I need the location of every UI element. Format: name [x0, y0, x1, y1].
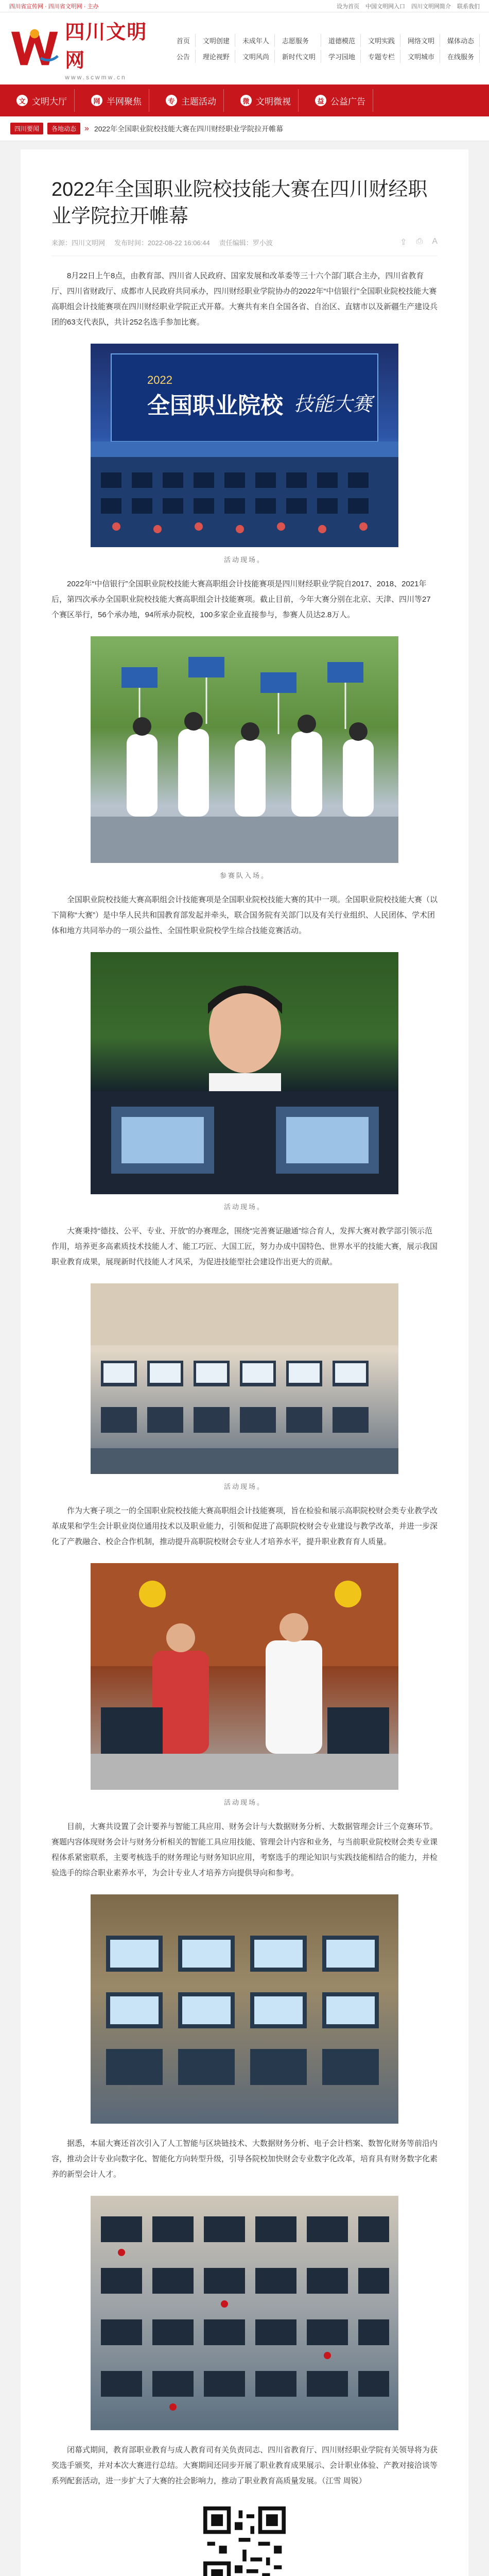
article-paragraph: 闭幕式期间，教育部职业教育与成人教育司有关负责同志、四川省教育厅、四川财经职业学院有关领导将为获奖选手颁奖，并对本次大赛进行总结。大赛期间还同步开展了职业教育成果展示、会计职业体验、产教对接洽谈等系列配套活动，进一步扩大了大赛的社会影响力，推动了职业教育高质量发展。（江雪 周锐） [51, 2446, 438, 2485]
nav-item[interactable]: 文明城市 [408, 50, 440, 63]
photo-caption: 活动现场。 [223, 1799, 265, 1806]
nav-item[interactable]: 理论视野 [203, 50, 235, 63]
nav-item[interactable]: 媒体动态 [447, 34, 480, 47]
nav-item[interactable]: 网络文明 [408, 34, 440, 47]
site-header [0, 12, 489, 84]
breadcrumb-separator: » [84, 124, 89, 133]
photo-caption: 活动现场。 [223, 1483, 265, 1490]
focus-icon: 网 [91, 95, 102, 106]
top-strip-links [337, 2, 480, 10]
article-meta [51, 237, 438, 256]
qr-section [51, 2506, 438, 2576]
nav-item[interactable]: 文明实践 [368, 34, 400, 47]
site-logo[interactable] [9, 16, 166, 81]
print-icon[interactable]: ⎙ [416, 237, 423, 246]
article-editor: 责任编辑：罗小波 [219, 239, 273, 247]
photo-caption: 参赛队入场。 [219, 872, 269, 879]
top-link[interactable]: 中国文明网入口 [365, 3, 405, 10]
channel-item-video[interactable] [233, 89, 299, 112]
article-paragraph: 目前，大赛共设置了会计要养与智能工具应用、财务会计与大数据财务分析、大数据管理会计三个竞赛环节。赛题内容体现财务会计与财务分析相关的智能工具应用技能、管理会计内容和业务，与当前职业院校财会类专业课程体系紧密联系，主要考核选手的财务理论与财务知识应用，考察选手的理论知识与实践技能相结合的能力，并检验选手的综合职业素养水平，为会计专业人才培养方向提供导向和参考。 [51, 1822, 438, 1877]
article-paragraph: 作为大赛子项之一的全国职业院校技能大赛高职组会计技能赛项，旨在检验和展示高职院校财会类专业教学改革成果和学生会计职业岗位通用技术以及职业能力，引领和促进了高职院校财会专业建设与教学改革，并进一步深化了产教融合、校企合作机制，推动提升高职院校财会专业人才培养水平，提升职业教育育人质量。 [51, 1506, 438, 1546]
top-link[interactable]: 联系我们 [457, 3, 480, 10]
channel-item-focus[interactable] [84, 89, 149, 112]
video-icon: 微 [240, 95, 252, 106]
article-photo-teams [91, 636, 398, 863]
qr-code-icon [203, 2506, 286, 2576]
article-photo-contestant [91, 952, 398, 1194]
article-paragraph: 全国职业院校技能大赛高职组会计技能赛项是全国职业院校技能大赛的其中一项。全国职业院校技能大赛（以下简称“大赛”）是中华人民共和国教育部发起并牵头，联合国务院有关部门以及有关行业组织、人民团体、学术团体和地方共同举办的一项公益性、全国性职业院校学生综合技能竞赛活动。 [51, 895, 438, 935]
banner-script-text: 技能大赛 [294, 393, 373, 415]
activity-icon: 专 [166, 95, 177, 106]
article [21, 149, 468, 2576]
breadcrumb-current: 2022年全国职业院校技能大赛在四川财经职业学院拉开帷幕 [94, 124, 284, 133]
breadcrumb-category[interactable]: 四川要闻 [10, 123, 43, 134]
top-link[interactable]: 四川文明网简介 [411, 3, 451, 10]
logo-w-icon [9, 27, 60, 70]
photo-caption: 活动现场。 [223, 556, 265, 564]
font-size-icon[interactable]: A [432, 237, 438, 246]
nav-item[interactable]: 志愿服务 [282, 34, 321, 47]
article-photo-overhead [91, 2196, 398, 2430]
top-strip [0, 0, 489, 12]
share-icon[interactable]: ⇪ [400, 238, 407, 247]
channel-menu [0, 84, 489, 116]
channel-item-hall[interactable] [9, 89, 75, 112]
article-photo-judges [91, 1563, 398, 1790]
channel-label: 主题活动 [181, 96, 216, 107]
nav-item[interactable]: 学习园地 [328, 50, 361, 63]
article-photo-rows [91, 1894, 398, 2124]
top-strip-sponsor: 四川省宣传网 · 四川省文明网 · 主办 [9, 3, 99, 10]
nav-item[interactable]: 未成年人 [242, 34, 275, 47]
article-paragraph: 8月22日上午8点，由教育部、四川省人民政府、国家发展和改革委等三十六个部门联合主办，四川省教育厅、四川省财政厅、成都市人民政府共同承办，四川财经职业学院协办的2022年“中信银行”全国职业院校技能大赛高职组会计技能赛项在四川财经职业学院正式开幕。大赛共有来自全国各省、自治区、直辖市以及新疆生产建设兵团的63支代表队，共计252名选手参加比赛。 [51, 272, 438, 327]
channel-label: 文明微视 [256, 96, 291, 107]
nav-item[interactable]: 首页 [177, 34, 196, 47]
article-paragraph: 大赛秉持“德技、公平、专业、开放”的办赛理念，围绕“完善赛证融通”综合育人，发挥大赛对教学部引领示范作用，培养更多高素质技术技能人才、能工巧匠、大国工匠，努力办成中国特色、世界水平的技能大赛，展示我国职业教育成果，展现新时代技能人才风采，为促进技能型社会建设作出更大的贡献。 [51, 1227, 438, 1266]
channel-label: 文明大厅 [32, 96, 67, 107]
nav-item[interactable]: 公告 [177, 50, 196, 63]
top-link[interactable]: 设为首页 [337, 3, 359, 10]
hall-icon: 文 [16, 95, 28, 106]
nav-item[interactable]: 道德模范 [328, 34, 361, 47]
article-photo-stage [91, 344, 398, 547]
article-photo-hall [91, 1283, 398, 1474]
breadcrumb [0, 116, 489, 141]
nav-item[interactable]: 文明创建 [203, 34, 235, 47]
article-date: 发布时间：2022-08-22 16:06:44 [114, 239, 210, 247]
article-source: 来源：四川文明网 [51, 239, 106, 247]
banner-year: 2022 [147, 374, 172, 386]
article-title: 2022年全国职业院校技能大赛在四川财经职业学院拉开帷幕 [51, 179, 428, 227]
breadcrumb-subcategory[interactable]: 各地动态 [47, 123, 80, 134]
nav-item[interactable]: 专题专栏 [368, 50, 400, 63]
channel-label: 公益广告 [330, 96, 365, 107]
nav-item[interactable]: 新时代文明 [282, 50, 321, 63]
channel-label: 半网聚焦 [107, 96, 142, 107]
article-paragraph: 2022年“中信银行”全国职业院校技能大赛高职组会计技能赛项是四川财经职业学院自2017、2018、2021年后，第四次承办全国职业院校技能大赛高职组会计技能赛项。截止目前，今年大赛分别在北京、天津、四川等27个赛区举行，56个承办地，94所承办院校，100多家企业直接参与，参赛人员达2.8万人。 [51, 580, 431, 619]
nav-item[interactable]: 文明风尚 [242, 50, 275, 63]
logo-url: www.scwmw.cn [65, 74, 127, 81]
channel-item-activity[interactable] [159, 89, 224, 112]
nav-item[interactable]: 在线服务 [447, 50, 480, 63]
ads-icon: 益 [315, 95, 326, 106]
article-paragraph: 据悉，本届大赛还首次引入了人工智能与区块链技术、大数据财务分析、电子会计档案、数智化财务等前沿内容，推动会计专业向数字化、智能化方向转型升级，引导各院校加快财会专业数字化改革，培育具有财务数字化素养的新型会计人才。 [51, 2139, 438, 2179]
photo-caption: 活动现场。 [223, 1203, 265, 1211]
logo-title: 四川文明网 [65, 22, 148, 72]
channel-item-ads[interactable] [308, 89, 373, 112]
banner-main-text: 全国职业院校 [147, 393, 283, 418]
main-nav [177, 34, 480, 63]
